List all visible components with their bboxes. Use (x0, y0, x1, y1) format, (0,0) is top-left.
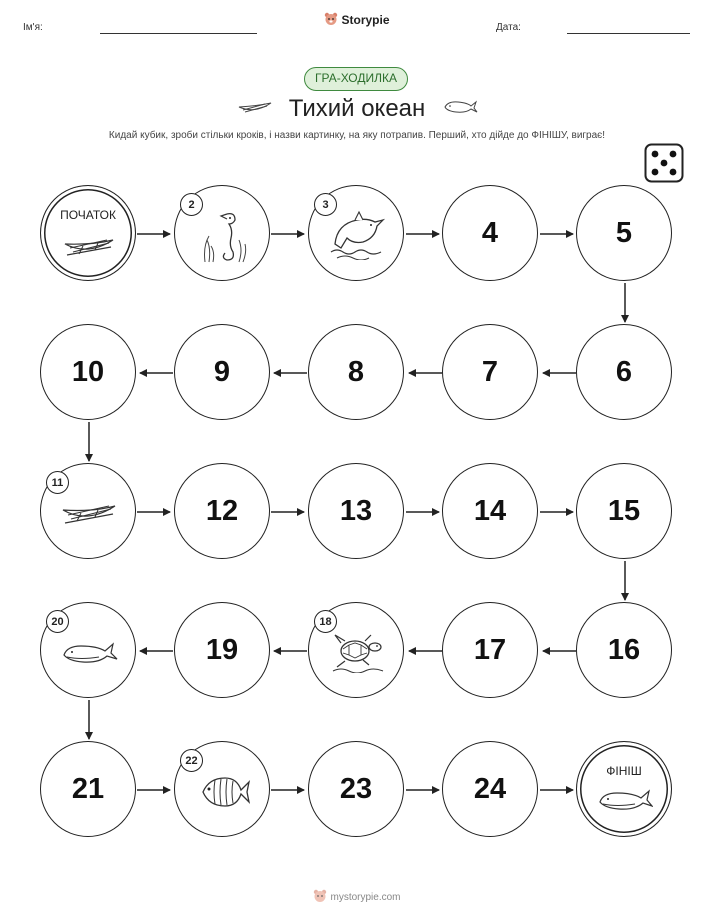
instructions: Кидай кубик, зроби стільки кроків, і назви картинку, на яку потрапив. Перший, хто дійде до ФІНІШУ, виграє! (108, 130, 606, 141)
board-cell-18[interactable] (308, 602, 404, 698)
board-cell-9[interactable] (174, 324, 270, 420)
start-cell[interactable] (40, 185, 136, 281)
finish-cell[interactable] (576, 741, 672, 837)
cell-number-badge: 22 (180, 749, 203, 772)
bear-logo-icon (313, 889, 327, 903)
board-cell-21[interactable] (40, 741, 136, 837)
cell-number: 15 (607, 494, 641, 527)
name-label: Ім'я: (23, 22, 43, 33)
cell-number-badge: 11 (46, 471, 69, 494)
board-cell-8[interactable] (308, 324, 404, 420)
cell-number: 8 (347, 355, 365, 388)
board-cell-20[interactable] (40, 602, 136, 698)
brand-name: Storypie (341, 13, 390, 27)
cell-number: 17 (473, 633, 507, 666)
cell-number: 24 (473, 772, 507, 805)
cell-number: 23 (339, 772, 373, 805)
game-type-badge: ГРА-ХОДИЛКА (304, 67, 408, 91)
date-label: Дата: (496, 22, 521, 33)
board-cell-24[interactable] (442, 741, 538, 837)
cell-number: 4 (481, 216, 499, 249)
cell-number: 10 (71, 355, 105, 388)
cell-number: 5 (615, 216, 633, 249)
board-cell-10[interactable] (40, 324, 136, 420)
seahorse-icon (199, 206, 249, 264)
cell-number: 14 (473, 494, 507, 527)
board-cell-17[interactable] (442, 602, 538, 698)
board-cell-19[interactable] (174, 602, 270, 698)
board-cell-14[interactable] (442, 463, 538, 559)
cell-number: 7 (481, 355, 499, 388)
fish-icon (199, 772, 251, 812)
board-cell-12[interactable] (174, 463, 270, 559)
cell-number-badge: 3 (314, 193, 337, 216)
board-cell-4[interactable] (442, 185, 538, 281)
footer-url[interactable]: mystorypie.com (330, 892, 401, 903)
cell-number: 6 (615, 355, 633, 388)
board-cell-7[interactable] (442, 324, 538, 420)
finish-label: ФІНІШ (606, 764, 642, 778)
cell-number: 12 (205, 494, 239, 527)
cell-number: 9 (213, 355, 231, 388)
whale-icon (597, 786, 653, 814)
dolphin-icon (327, 208, 387, 260)
board-cell-16[interactable] (576, 602, 672, 698)
board-cell-3[interactable] (308, 185, 404, 281)
board-cell-2[interactable] (174, 185, 270, 281)
board-cell-5[interactable] (576, 185, 672, 281)
canoe-icon (63, 234, 115, 260)
board-cell-23[interactable] (308, 741, 404, 837)
cell-number-badge: 18 (314, 610, 337, 633)
page-title: Тихий океан (288, 95, 426, 122)
canoe-icon (61, 500, 117, 528)
start-label: ПОЧАТОК (60, 208, 116, 222)
board-cell-22[interactable] (174, 741, 270, 837)
board-cell-15[interactable] (576, 463, 672, 559)
cell-number-badge: 2 (180, 193, 203, 216)
cell-number: 19 (205, 633, 239, 666)
turtle-icon (331, 631, 385, 673)
board-cell-11[interactable] (40, 463, 136, 559)
cell-number: 13 (339, 494, 373, 527)
board-cell-6[interactable] (576, 324, 672, 420)
footer (0, 889, 714, 903)
board-cell-13[interactable] (308, 463, 404, 559)
cell-number: 21 (71, 772, 105, 805)
cell-number-badge: 20 (46, 610, 69, 633)
cell-number: 16 (607, 633, 641, 666)
whale-icon (61, 639, 119, 667)
